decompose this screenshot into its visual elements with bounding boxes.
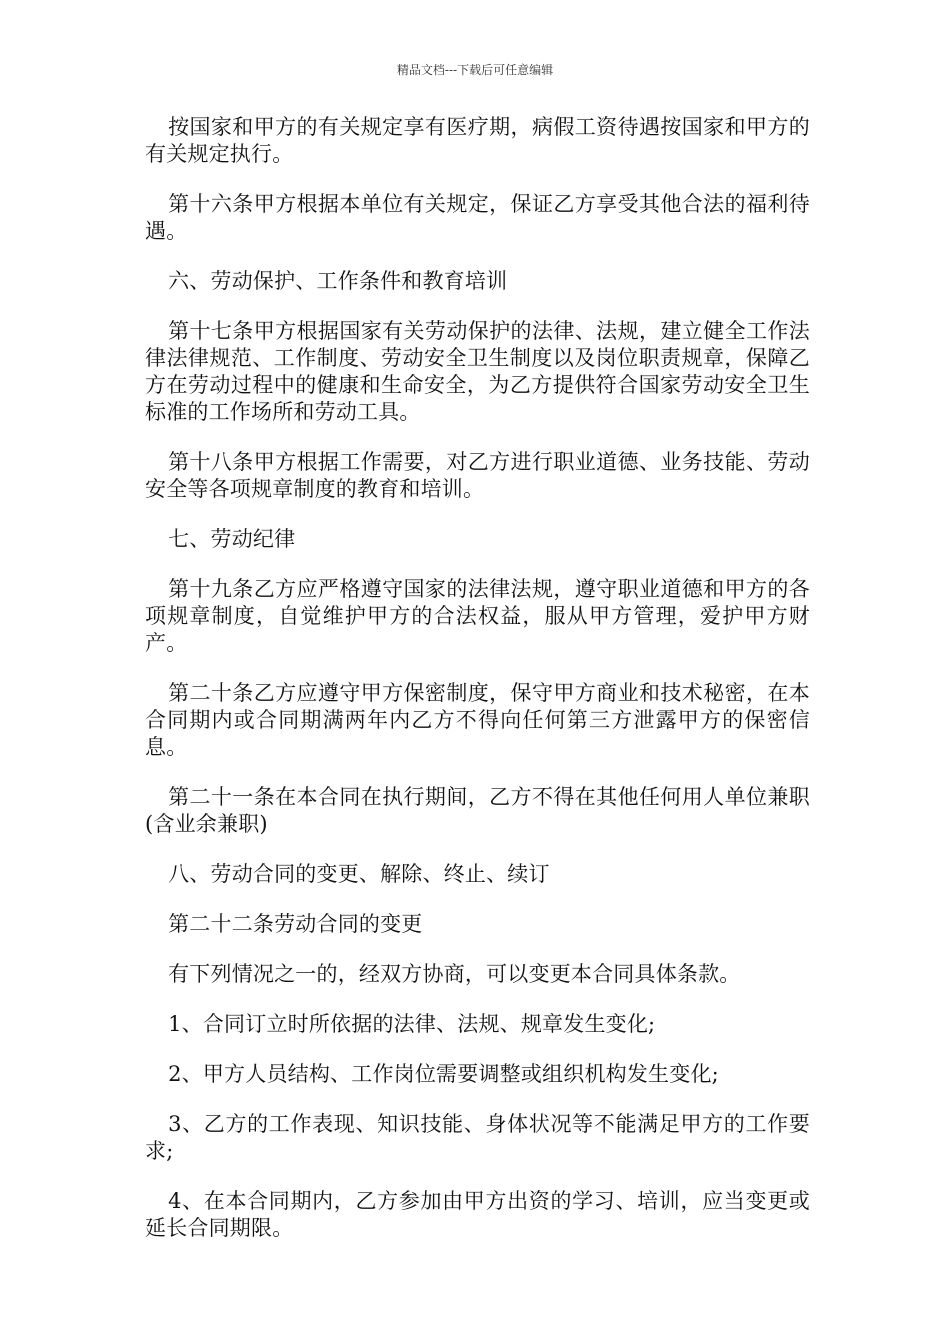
section-heading-8: 八、劳动合同的变更、解除、终止、续订 (168, 862, 550, 886)
list-item-2: 2、甲方人员结构、工作岗位需要调整或组织机构发生变化; (168, 1062, 719, 1086)
article-22: 第二十二条劳动合同的变更 (168, 912, 423, 936)
section-heading-7: 七、劳动纪律 (168, 527, 296, 551)
section-heading-6: 六、劳动保护、工作条件和教育培训 (168, 269, 508, 293)
article-17: 第十七条甲方根据国家有关劳动保护的法律、法规，建立健全工作法律法律规范、工作制度、劳动安全卫生制度以及岗位职责规章，保障乙方在劳动过程中的健康和生命安全，为乙方提供符合国家劳动安全卫生标准的工作场所和劳动工具。 (145, 319, 810, 424)
article-19: 第十九条乙方应严格遵守国家的法律法规，遵守职业道德和甲方的各项规章制度，自觉维护甲方的合法权益，服从甲方管理，爱护甲方财产。 (145, 577, 810, 655)
article-21: 第二十一条在本合同在执行期间，乙方不得在其他任何用人单位兼职(含业余兼职) (145, 785, 810, 836)
paragraph-medical-leave: 按国家和甲方的有关规定享有医疗期，病假工资待遇按国家和甲方的有关规定执行。 (145, 115, 810, 166)
article-22-intro: 有下列情况之一的，经双方协商，可以变更本合同具体条款。 (168, 962, 741, 986)
article-20: 第二十条乙方应遵守甲方保密制度，保守甲方商业和技术秘密，在本合同期内或合同期满两年内乙方不得向任何第三方泄露甲方的保密信息。 (145, 681, 810, 759)
list-item-3: 3、乙方的工作表现、知识技能、身体状况等不能满足甲方的工作要求; (145, 1112, 810, 1163)
article-16: 第十六条甲方根据本单位有关规定，保证乙方享受其他合法的福利待遇。 (145, 192, 810, 243)
document-body (145, 114, 810, 1242)
list-item-1: 1、合同订立时所依据的法律、法规、规章发生变化; (168, 1012, 656, 1036)
article-18: 第十八条甲方根据工作需要，对乙方进行职业道德、业务技能、劳动安全等各项规章制度的教育和培训。 (145, 450, 810, 501)
list-item-4: 4、在本合同期内，乙方参加由甲方出资的学习、培训，应当变更或延长合同期限。 (145, 1189, 810, 1240)
page-header: 精品文档---下载后可任意编辑 (396, 63, 554, 77)
